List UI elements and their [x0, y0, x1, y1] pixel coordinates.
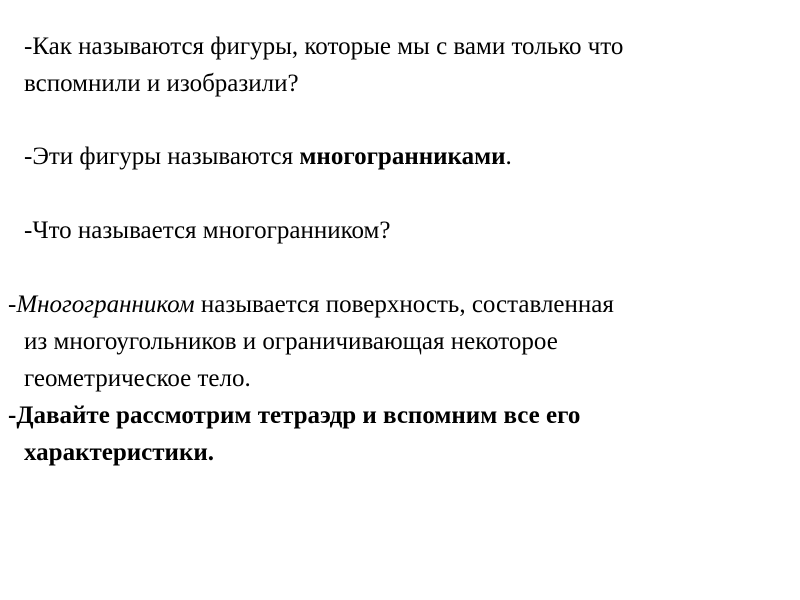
answer-polyhedra-line: [24, 138, 512, 175]
question-polyhedron-definition: [24, 212, 390, 249]
question-figures-line-1: -Как называются фигуры, которые мы с вами только что: [24, 33, 624, 60]
answer-polyhedra: [24, 138, 512, 175]
question-figures-name: [24, 28, 623, 102]
task-tetrahedron: [8, 397, 580, 471]
definition-line-1-rest: называется поверхность, составленная: [194, 291, 614, 318]
definition-line-1: [8, 286, 614, 323]
definition-term: Многогранником: [16, 291, 195, 318]
definition-line-2: из многоугольников и ограничивающая некоторое: [24, 328, 558, 355]
definition-dash: -: [8, 291, 17, 318]
question-polyhedron-line: -Что называется многогранником?: [24, 217, 391, 244]
answer-polyhedra-period: .: [505, 143, 512, 170]
answer-polyhedra-term: многогранниками: [299, 143, 506, 170]
definition-line-3: геометрическое тело.: [24, 365, 251, 392]
definition-polyhedron: [8, 286, 614, 397]
question-figures-line-2: вспомнили и изобразили?: [24, 70, 299, 97]
task-line-2: характеристики.: [24, 439, 215, 466]
task-line-1: -Давайте рассмотрим тетраэдр и вспомним все его: [8, 402, 581, 429]
answer-polyhedra-text: -Эти фигуры называются: [24, 143, 300, 170]
